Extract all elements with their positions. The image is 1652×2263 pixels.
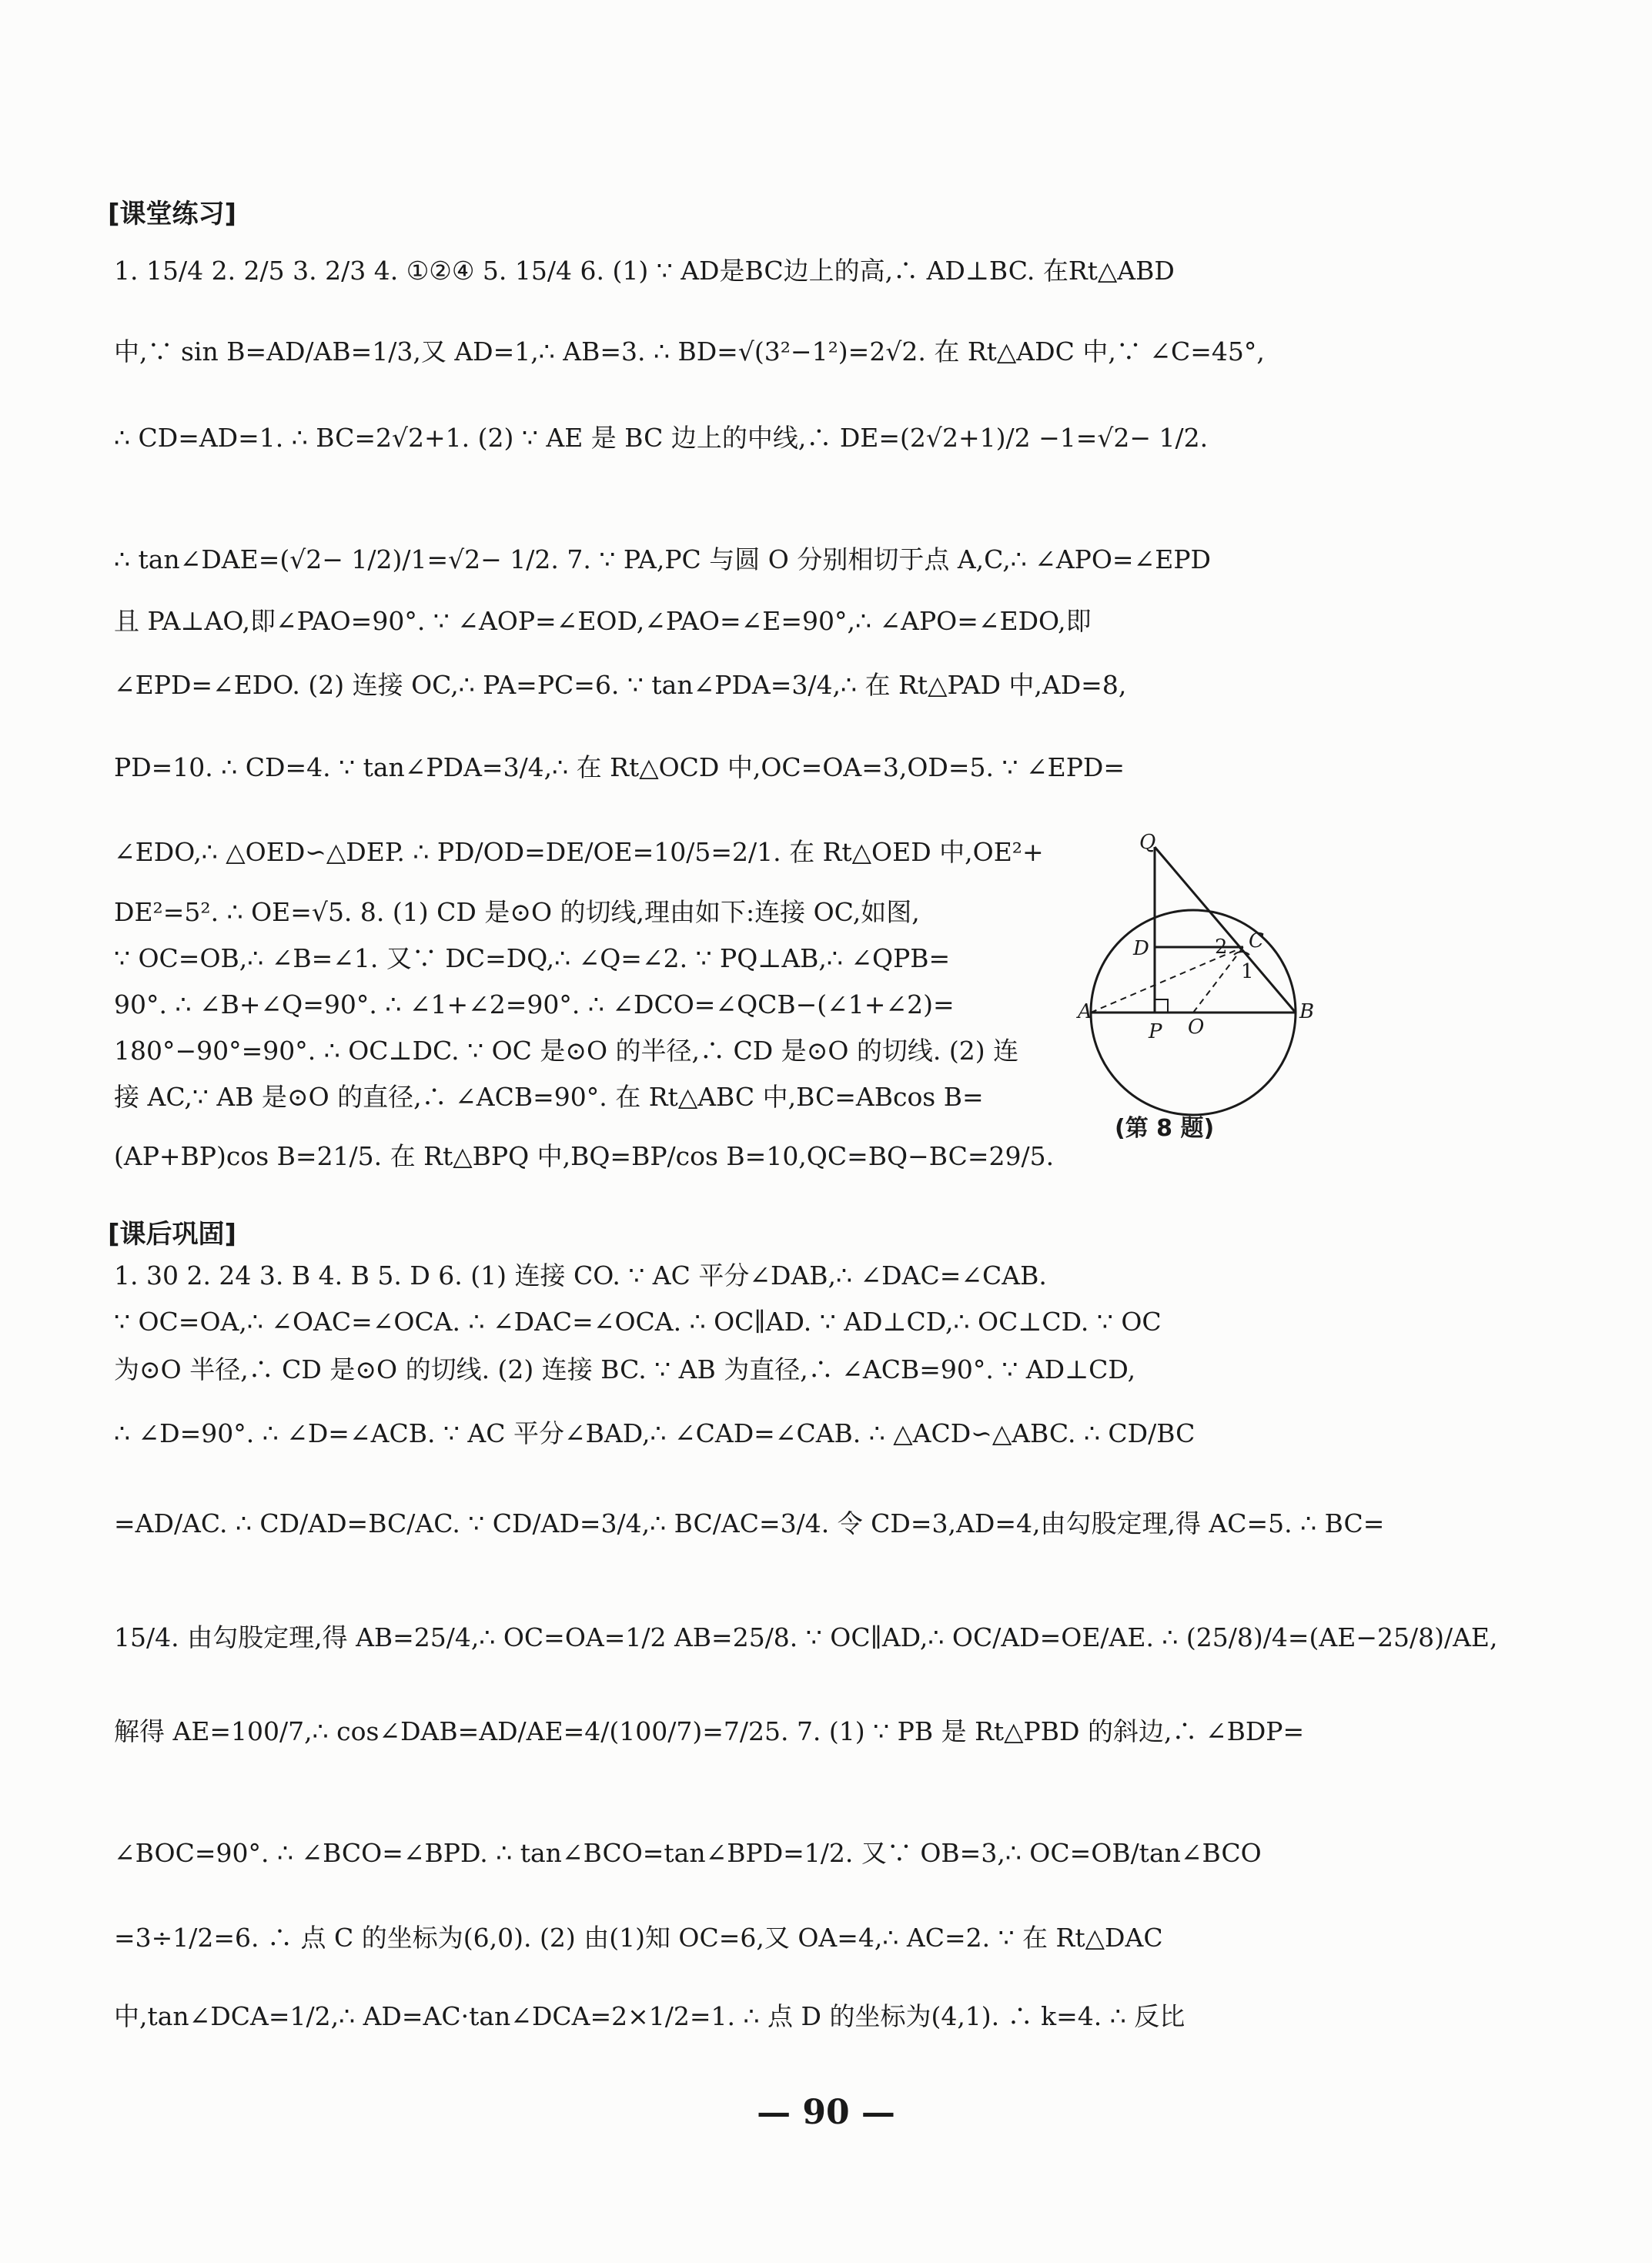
- text-line: DE²=5². ∴ OE=√5. 8. (1) CD 是⊙O 的切线,理由如下:连接 OC,如图,: [114, 897, 920, 927]
- figure-label: Q: [1139, 831, 1156, 854]
- text-line: ∠BOC=90°. ∴ ∠BCO=∠BPD. ∴ tan∠BCO=tan∠BPD=1/2. 又∵ OB=3,∴ OC=OB/tan∠BCO: [114, 1838, 1262, 1868]
- section-after-class: [课后巩固]: [108, 1219, 237, 1250]
- text-line: ∴ ∠D=90°. ∴ ∠D=∠ACB. ∵ AC 平分∠BAD,∴ ∠CAD=∠CAB. ∴ △ACD∽△ABC. ∴ CD/BC: [114, 1418, 1196, 1448]
- page-number: — 90 —: [757, 2093, 895, 2132]
- text-line: ∵ OC=OA,∴ ∠OAC=∠OCA. ∴ ∠DAC=∠OCA. ∴ OC∥AD. ∵ AD⊥CD,∴ OC⊥CD. ∵ OC: [114, 1307, 1162, 1337]
- text-line: 1. 15/4 2. 2/5 3. 2/3 4. ①②④ 5. 15/4 6. (1) ∵ AD是BC边上的高,∴ AD⊥BC. 在Rt△ABD: [114, 256, 1175, 286]
- text-line: PD=10. ∴ CD=4. ∵ tan∠PDA=3/4,∴ 在 Rt△OCD 中,OC=OA=3,OD=5. ∵ ∠EPD=: [114, 752, 1125, 782]
- text-line: 解得 AE=100/7,∴ cos∠DAB=AD/AE=4/(100/7)=7/25. 7. (1) ∵ PB 是 Rt△PBD 的斜边,∴ ∠BDP=: [114, 1716, 1305, 1746]
- figure-label: B: [1299, 1000, 1315, 1023]
- text-line: 中,tan∠DCA=1/2,∴ AD=AC·tan∠DCA=2×1/2=1. ∴ 点 D 的坐标为(4,1). ∴ k=4. ∴ 反比: [114, 2001, 1185, 2031]
- text-line: 1. 30 2. 24 3. B 4. B 5. D 6. (1) 连接 CO. ∵ AC 平分∠DAB,∴ ∠DAC=∠CAB.: [114, 1260, 1047, 1291]
- text-line: 15/4. 由勾股定理,得 AB=25/4,∴ OC=OA=1/2 AB=25/8. ∵ OC∥AD,∴ OC/AD=OE/AE. ∴ (25/8)/4=(AE−25/8)/AE,: [114, 1622, 1498, 1652]
- figure-label: C: [1249, 929, 1264, 952]
- text-line: 180°−90°=90°. ∴ OC⊥DC. ∵ OC 是⊙O 的半径,∴ CD 是⊙O 的切线. (2) 连: [114, 1036, 1019, 1066]
- figure-label: A: [1078, 1000, 1092, 1023]
- text-line: 接 AC,∵ AB 是⊙O 的直径,∴ ∠ACB=90°. 在 Rt△ABC 中,BC=ABcos B=: [114, 1082, 984, 1112]
- figure-label: P: [1149, 1020, 1162, 1043]
- text-line: 90°. ∴ ∠B+∠Q=90°. ∴ ∠1+∠2=90°. ∴ ∠DCO=∠QCB−(∠1+∠2)=: [114, 989, 955, 1019]
- circle-tangent-figure: [1078, 831, 1315, 1101]
- figure-label: 1: [1241, 960, 1254, 983]
- text-line: 且 PA⊥AO,即∠PAO=90°. ∵ ∠AOP=∠EOD,∠PAO=∠E=90°,∴ ∠APO=∠EDO,即: [114, 606, 1092, 636]
- figure-label: 2: [1215, 936, 1228, 959]
- text-line: ∴ CD=AD=1. ∴ BC=2√2+1. (2) ∵ AE 是 BC 边上的中线,∴ DE=(2√2+1)/2 −1=√2− 1/2.: [114, 423, 1209, 453]
- text-line: ∠EDO,∴ △OED∽△DEP. ∴ PD/OD=DE/OE=10/5=2/1. 在 Rt△OED 中,OE²+: [114, 837, 1044, 867]
- text-line: 为⊙O 半径,∴ CD 是⊙O 的切线. (2) 连接 BC. ∵ AB 为直径,∴ ∠ACB=90°. ∵ AD⊥CD,: [114, 1354, 1136, 1384]
- text-line: =AD/AC. ∴ CD/AD=BC/AC. ∵ CD/AD=3/4,∴ BC/AC=3/4. 令 CD=3,AD=4,由勾股定理,得 AC=5. ∴ BC=: [114, 1508, 1385, 1538]
- figure-caption: (第 8 题): [1115, 1115, 1215, 1142]
- text-line: 中,∵ sin B=AD/AB=1/3,又 AD=1,∴ AB=3. ∴ BD=√(3²−1²)=2√2. 在 Rt△ADC 中,∵ ∠C=45°,: [114, 336, 1265, 367]
- text-line: ∠EPD=∠EDO. (2) 连接 OC,∴ PA=PC=6. ∵ tan∠PDA=3/4,∴ 在 Rt△PAD 中,AD=8,: [114, 670, 1127, 700]
- figure-label: D: [1133, 937, 1149, 960]
- text-line: ∴ tan∠DAE=(√2− 1/2)/1=√2− 1/2. 7. ∵ PA,PC 与圆 O 分别相切于点 A,C,∴ ∠APO=∠EPD: [114, 544, 1211, 574]
- text-line: (AP+BP)cos B=21/5. 在 Rt△BPQ 中,BQ=BP/cos B=10,QC=BQ−BC=29/5.: [114, 1141, 1055, 1171]
- section-classroom-practice: [课堂练习]: [108, 199, 237, 229]
- text-line: ∵ OC=OB,∴ ∠B=∠1. 又∵ DC=DQ,∴ ∠Q=∠2. ∵ PQ⊥AB,∴ ∠QPB=: [114, 943, 951, 973]
- text-line: =3÷1/2=6. ∴ 点 C 的坐标为(6,0). (2) 由(1)知 OC=6,又 OA=4,∴ AC=2. ∵ 在 Rt△DAC: [114, 1923, 1163, 1953]
- figure-label: O: [1188, 1016, 1205, 1039]
